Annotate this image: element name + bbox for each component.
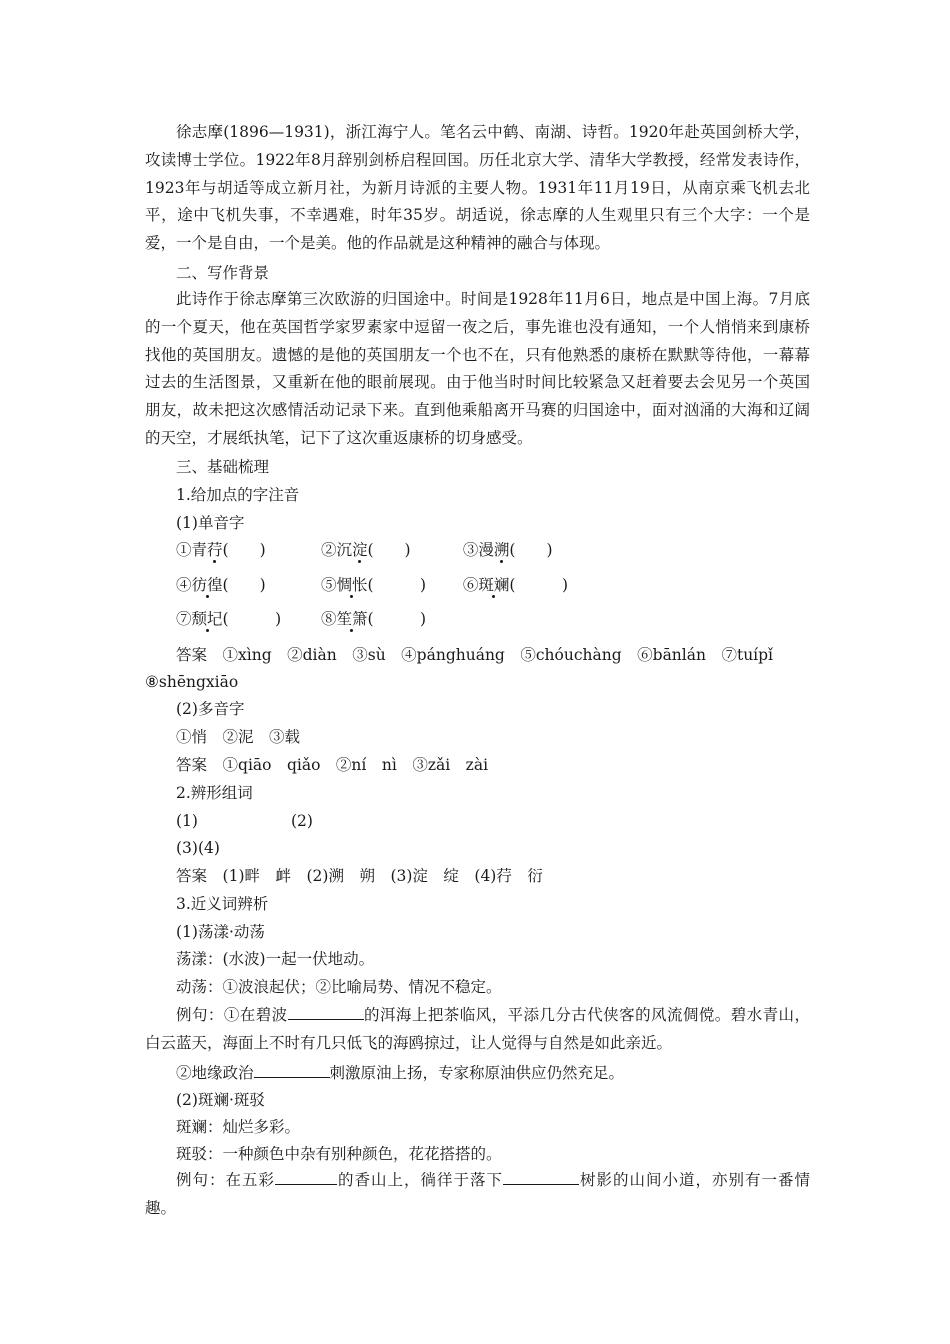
fill-blank[interactable] [254,1063,330,1078]
question-1-sub-2: (2)多音字 [176,700,245,718]
answer-1-line-1 [176,643,773,667]
dotted-char: 颓圮 [191,610,223,628]
item-char: 漫 [478,541,494,559]
item-number: ⑤ [320,576,337,594]
pair-2-definition-1: 斑斓：灿烂多彩。 [176,1118,301,1136]
pinyin-item [463,538,553,562]
pair-2-title: (2)斑斓·斑驳 [176,1091,265,1109]
intro-paragraph: 徐志摩(1896—1931)，浙江海宁人。笔名云中鹤、南湖、诗哲。1920年赴英国剑桥大学，攻读博士学位。1922年8月辞别剑桥启程回国。历任北京大学、清华大学教授，经常发表诗作，1923年与胡适等成立新月社，为新月诗派的主要人物。1931年11月19日，从南京乘飞机去北平，途中飞机失事，不幸遇难，时年35岁。胡适说，徐志摩的人生观里只有三个大字：一个是爱，一个是自由，一个是美。他的作品就是这种精神的融合与体现。 [145,123,810,253]
item-char: 青 [191,541,208,559]
pair-2-example [145,1167,810,1223]
answer-label: 答案 [176,756,208,774]
pinyin-item [176,607,316,631]
pinyin-row-3 [176,607,426,631]
pinyin-row-2 [176,573,568,597]
pinyin-row-1 [176,538,553,562]
pinyin-item [321,573,458,597]
section-heading-basics: 三、基础梳理 [176,458,270,476]
answer-3 [176,864,543,888]
answer-text: (1)畔 衅 (2)溯 朔 (3)淀 绽 (4)荇 衍 [222,867,543,885]
pinyin-item [463,573,568,597]
fill-blank[interactable] [288,1005,364,1020]
item-number: ⑥ [462,576,479,594]
dotted-char: 彷徨 [191,576,223,594]
example-text: 的香山上，徜徉于落下 [337,1171,503,1189]
answer-paren: ( ) [222,541,266,559]
pinyin-item [176,538,316,562]
example-text: 树影的山间小道，亦别有一番情趣。 [145,1171,810,1217]
dotted-char: 笙箫 [336,610,368,628]
answer-paren: ( ) [222,576,266,594]
answer-paren: ( ) [367,541,411,559]
item-number: ⑦ [176,610,192,628]
pair-1-definition-2: 动荡：①波浪起伏；②比喻局势、情况不稳定。 [176,978,502,996]
example-text: 例句：在五彩 [176,1171,275,1189]
question-2-line-1: (1) (2) [176,812,313,830]
pinyin-item [321,538,458,562]
item-number: ⑧ [320,610,337,628]
answer-paren: ( ) [367,576,427,594]
answer-paren: ( ) [509,576,569,594]
question-1-heading: 1.给加点的字注音 [176,486,300,504]
dotted-char: 溯 [493,541,510,559]
fill-blank[interactable] [503,1170,579,1185]
example-text: 刺激原油上扬，专家称原油供应仍然充足。 [329,1064,625,1082]
pair-1-example-1 [145,1002,810,1058]
question-2-line-2: (3)(4) [176,839,220,857]
example-text: 例句：①在碧波 [176,1006,288,1024]
example-text: ②地缘政治 [176,1064,254,1082]
dotted-char: 斑斓 [478,576,510,594]
answer-paren: ( ) [509,541,553,559]
section-heading-background: 二、写作背景 [176,264,270,282]
example-text: 的洱海上把茶临风，平添几分古代侠客的风流倜傥。碧水青山，白云蓝天，海面上不时有几只低飞的海鸥掠过，让人觉得与自然是如此亲近。 [145,1006,810,1052]
question-3-heading: 3.近义词辨析 [176,895,269,913]
fill-blank[interactable] [275,1170,337,1185]
pair-1-example-2 [176,1061,624,1085]
pinyin-item [176,573,316,597]
item-number: ③ [462,541,479,559]
dotted-char: 惆怅 [336,576,368,594]
item-number: ④ [176,576,192,594]
background-paragraph: 此诗作于徐志摩第三次欧游的归国途中。时间是1928年11月6日，地点是中国上海。7月底的一个夏天，他在英国哲学家罗素家中逗留一夜之后，事先谁也没有通知，一个人悄悄来到康桥找他的英国朋友。遗憾的是他的英国朋友一个也不在，只有他熟悉的康桥在默默等待他，一幕幕过去的生活图景，又重新在他的眼前展现。由于他当时时间比较紧急又赶着要去会见另一个英国朋友，故未把这次感情活动记录下来。直到他乘船离开马赛的归国途中，面对汹涌的大海和辽阔的天空，才展纸执笔，记下了这次重返康桥的切身感受。 [145,290,810,447]
answer-label: 答案 [176,646,208,664]
answer-text: ①qiāo qiǎo ②ní nì ③zǎi zài [222,756,489,774]
answer-1-line-2: ⑧shēngxiāo [145,673,239,691]
dotted-char: 荇 [207,541,223,559]
answer-2 [176,753,488,777]
pinyin-item [321,607,426,631]
question-2-heading: 2.辨形组词 [176,784,253,802]
question-1-sub-1: (1)单音字 [176,514,245,532]
answer-text: ①xìng ②diàn ③sù ④pánghuáng ⑤chóuchàng ⑥bānlán ⑦tuípǐ [222,646,774,664]
item-number: ② [320,541,337,559]
pair-2-definition-2: 斑驳：一种颜色中杂有别种颜色，花花搭搭的。 [176,1145,502,1163]
dotted-char: 淀 [351,541,368,559]
pair-1-definition-1: 荡漾：(水波)一起一伏地动。 [176,950,375,968]
pair-1-title: (1)荡漾·动荡 [176,923,265,941]
item-number: ① [176,541,192,559]
answer-label: 答案 [176,867,208,885]
answer-paren: ( ) [222,610,282,628]
answer-paren: ( ) [367,610,427,628]
item-char: 沉 [336,541,352,559]
polyphonic-items: ①悄 ②泥 ③载 [176,728,301,746]
